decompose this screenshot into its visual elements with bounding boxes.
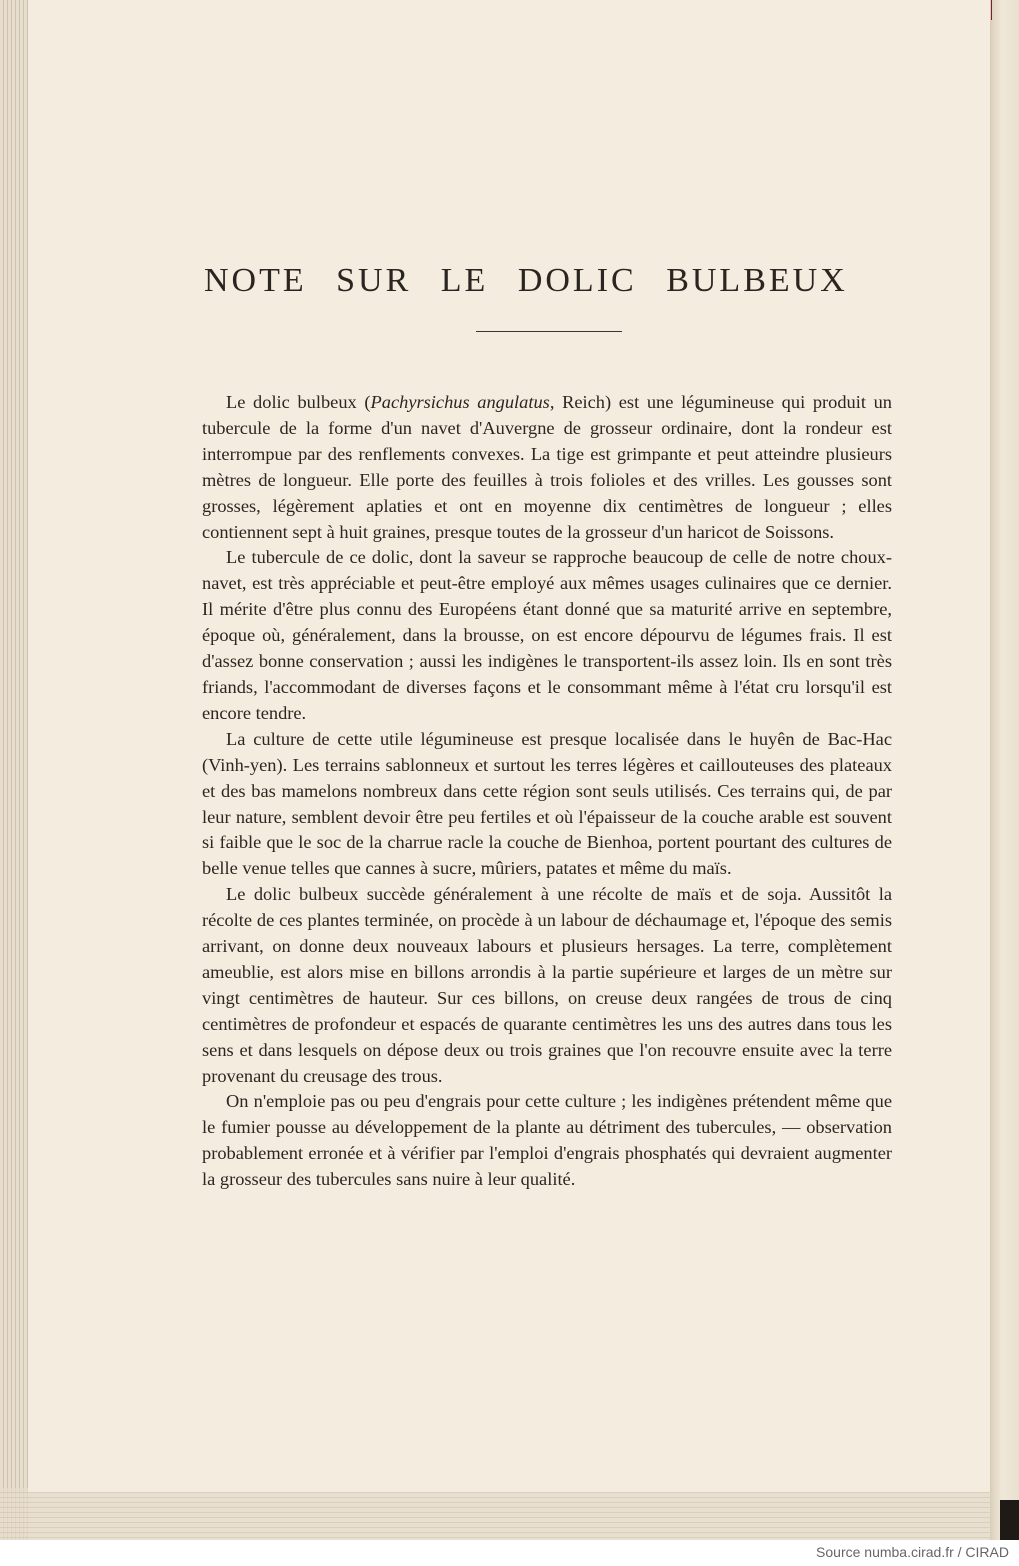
book-page-edges-left (0, 0, 28, 1540)
paragraph-5: On n'emploie pas ou peu d'engrais pour cette culture ; les indigènes prétendent même que le fumier pousse au développement de la plante au détriment des tubercules, — observation probablement erronée et à vérifier par l'emploi d'engrais phosphatés qui devraient augmenter la grosseur des tubercules sans nuire à leur qualité. (202, 1091, 892, 1190)
paragraph-1 (202, 390, 892, 545)
scan-dark-corner (1000, 1500, 1019, 1540)
scientific-name: Pachyrsichus angulatus (370, 392, 550, 412)
paragraph-1-rest: , Reich) est une légumineuse qui produit un tubercule de la forme d'un navet d'Auvergne de grosseur ordinaire, dont la rondeur est interrompue par des renflements convexes. La tige est grimpante et peut atteindre plusieurs mètres de longueur. Elle porte des feuilles à trois folioles et des vrilles. Les gousses sont grosses, légèrement aplaties et ont en moyenne dix centimètres de longueur ; elles contiennent sept à huit graines, presque toutes de la grosseur d'un haricot de Soissons. (202, 392, 893, 542)
paragraph-4: Le dolic bulbeux succède généralement à une récolte de maïs et de soja. Aussitôt la récolte de ces plantes terminée, on procède à un labour de déchaumage et, l'époque des semis arrivant, on donne deux nouveaux labours et plusieurs hersages. La terre, complètement ameublie, est alors mise en billons arrondis à la partie supérieure et larges de un mètre sur vingt centimètres de hauteur. Sur ces billons, on creuse deux rangées de trous de cinq centimètres de profondeur et espacés de quarante centimètres les uns des autres dans tous les sens et dans lesquels on dépose deux ou trois graines que l'on recouvre ensuite avec la terre provenant du creusage des trous. (202, 884, 892, 1086)
book-page-edges-bottom (0, 1488, 1019, 1540)
source-credit: Source numba.cirad.fr / CIRAD (816, 1544, 1009, 1560)
paragraph-3: La culture de cette utile légumineuse est presque localisée dans le huyên de Bac-Hac (Vinh-yen). Les terrains sablonneux et surtout les terres légères et caillouteuses des plateaux et des bas mamelons nombreux dans cette région sont seuls utilisés. Ces terrains qui, de par leur nature, semblent devoir être peu fertiles et où l'épaisseur de la couche arable est souvent si faible que le soc de la charrue racle la couche de Bienhoa, portent pourtant des cultures de belle venue telles que cannes à sucre, mûriers, patates et même du maïs. (202, 728, 892, 879)
title-underline-rule (476, 331, 622, 332)
document-body (202, 390, 892, 1193)
book-binding-edge-right (990, 0, 1019, 1540)
paragraph-1-lead: Le dolic bulbeux ( (226, 392, 371, 412)
document-title: NOTE SUR LE DOLIC BULBEUX (204, 262, 848, 299)
paragraph-2: Le tubercule de ce dolic, dont la saveur se rapproche beaucoup de celle de notre choux-navet, est très appréciable et peut-être employé aux mêmes usages culinaires que ce dernier. Il mérite d'être plus connu des Européens étant donné que sa maturité arrive en septembre, époque où, généralement, dans la brousse, on est encore dépourvu de légumes frais. Il est d'assez bonne conservation ; aussi les indigènes le transportent-ils assez loin. Ils en sont très friands, l'accommodant de diverses façons et le consommant même à l'état cru lorsqu'il est encore tendre. (202, 547, 892, 723)
